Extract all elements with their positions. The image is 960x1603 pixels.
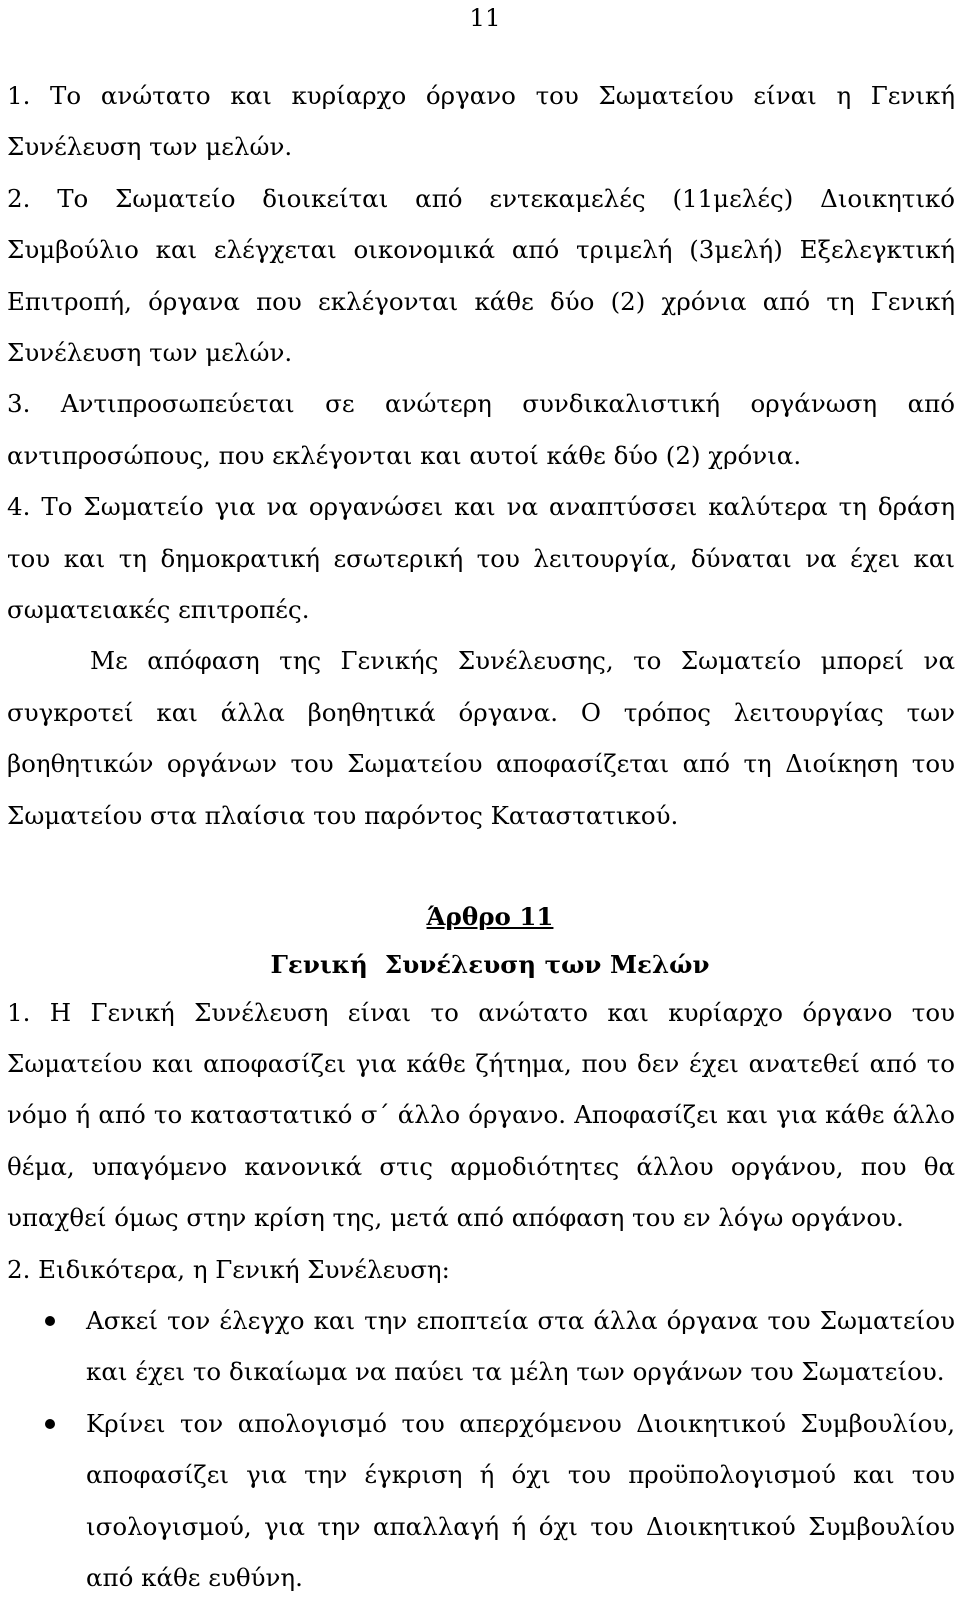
paragraph-3: 3. Αντιπροσωπεύεται σε ανώτερη συνδικαλιστική οργάνωση από αντιπροσώπους, που εκλέγονται και αυτοί κάθε δύο (2) χρόνια. bbox=[7, 389, 955, 470]
article-paragraph-2: 2. Ειδικότερα, η Γενική Συνέλευση: bbox=[7, 1254, 450, 1284]
paragraph-2: 2. Το Σωματείο διοικείται από εντεκαμελές (11μελές) Διοικητικό Συμβούλιο και ελέγχεται οικονομικά από τριμελή (3μελή) Εξελεγκτική Επιτροπή, όργανα που εκλέγονται κάθε δύο (2) χρόνια από τη Γενική Συνέλευση των μελών. bbox=[7, 183, 955, 368]
article-title: Άρθρο 11 bbox=[426, 902, 554, 932]
section-spacer bbox=[7, 841, 955, 891]
bullet-list bbox=[7, 1295, 955, 1603]
list-item-text: Ασκεί τον έλεγχο και την εποπτεία στα άλλα όργανα του Σωματείου και έχει το δικαίωμα να παύει τα μέλη των οργάνων του Σωματείου. bbox=[86, 1305, 955, 1387]
paragraph-indented: Με απόφαση της Γενικής Συνέλευσης, το Σωματείο μπορεί να συγκροτεί και άλλα βοηθητικά όργανα. Ο τρόπος λειτουργίας των βοηθητικών οργάνων του Σωματείου αποφασίζεται από τη Διοίκηση του Σωματείου στα πλαίσια του παρόντος Καταστατικού. bbox=[7, 646, 955, 830]
bullet-icon bbox=[45, 1419, 55, 1429]
article-paragraph-1: 1. Η Γενική Συνέλευση είναι το ανώτατο και κυρίαρχο όργανο του Σωματείου και αποφασίζει για κάθε ζήτημα, που δεν έχει ανατεθεί από το νόμο ή από το καταστατικό σ΄ άλλο όργανο. Αποφασίζει και για κάθε άλλο θέμα, υπαγόμενο κανονικά στις αρμοδιότητες άλλου οργάνου, που θα υπαχθεί όμως στην κρίση της, μετά από απόφαση του εν λόγω οργάνου. bbox=[7, 997, 955, 1233]
bullet-icon bbox=[45, 1316, 55, 1326]
list-item bbox=[7, 1398, 955, 1603]
article-subtitle: Γενική Συνέλευση των Μελών bbox=[270, 949, 710, 979]
list-item-text: Κρίνει τον απολογισμό του απερχόμενου Διοικητικού Συμβουλίου, αποφασίζει για την έγκριση ή όχι του προϋπολογισμού και του ισολογισμού, για την απαλλαγή ή όχι του Διοικητικού Συμβουλίου από κάθε ευθύνη. bbox=[86, 1408, 955, 1592]
document-page bbox=[7, 0, 955, 1603]
paragraph-4: 4. Το Σωματείο για να οργανώσει και να αναπτύσσει καλύτερα τη δράση του και τη δημοκρατική εσωτερική του λειτουργία, δύναται να έχει και σωματειακές επιτροπές. bbox=[7, 492, 955, 625]
list-item bbox=[7, 1295, 955, 1398]
page-number: 11 bbox=[469, 3, 501, 32]
paragraph-1: 1. Το ανώτατο και κυρίαρχο όργανο του Σωματείου είναι η Γενική Συνέλευση των μελών. bbox=[7, 81, 955, 162]
